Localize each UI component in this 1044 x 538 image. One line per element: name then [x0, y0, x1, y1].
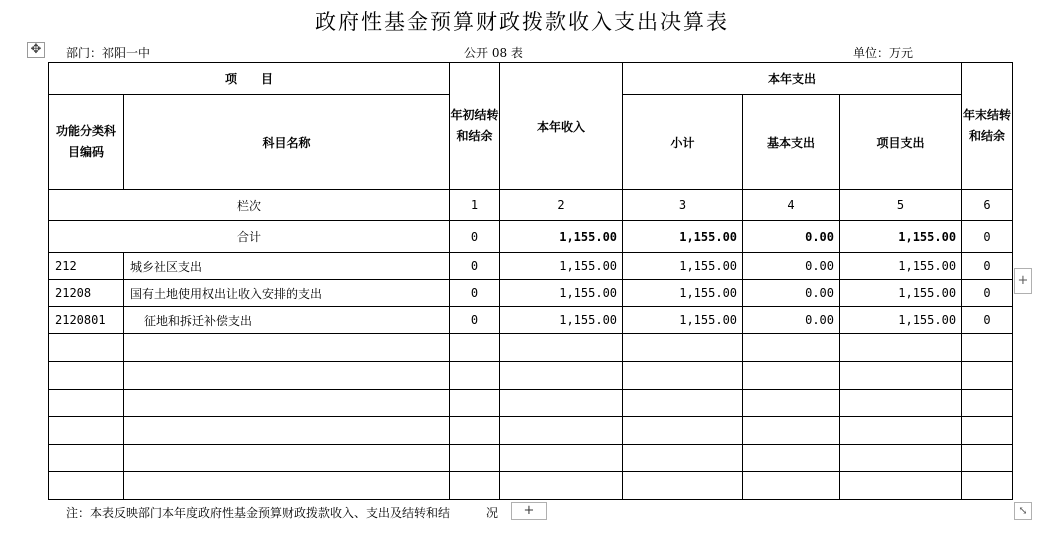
- add-row-plus-icon[interactable]: +: [511, 502, 547, 520]
- empty-cell[interactable]: [124, 445, 450, 472]
- empty-cell[interactable]: [450, 472, 500, 500]
- empty-cell[interactable]: [743, 390, 840, 417]
- empty-cell[interactable]: [623, 390, 743, 417]
- index-cell: 6: [962, 190, 1013, 221]
- empty-cell[interactable]: [49, 390, 124, 417]
- resize-arrows-icon[interactable]: ⤡: [1014, 502, 1032, 520]
- index-label: 栏次: [49, 190, 450, 221]
- header-opening-balance: 年初结转和结余: [450, 63, 500, 190]
- row-income: 1,155.00: [500, 253, 623, 280]
- footnote-text-tail: 况: [486, 506, 499, 520]
- row-closing-balance: 0: [962, 307, 1013, 334]
- row-code: 2120801: [49, 307, 124, 334]
- index-cell: 1: [450, 190, 500, 221]
- empty-row: [49, 445, 1013, 472]
- index-cell: 2: [500, 190, 623, 221]
- row-name: 征地和拆迁补偿支出: [124, 307, 450, 334]
- header-func-code: 功能分类科目编码: [49, 95, 124, 190]
- empty-cell[interactable]: [500, 445, 623, 472]
- empty-cell[interactable]: [450, 417, 500, 445]
- empty-cell[interactable]: [623, 417, 743, 445]
- empty-row: [49, 334, 1013, 362]
- row-closing-balance: 0: [962, 280, 1013, 307]
- empty-cell[interactable]: [743, 417, 840, 445]
- total-project-expense: 1,155.00: [840, 221, 962, 253]
- total-subtotal: 1,155.00: [623, 221, 743, 253]
- row-basic-expense: 0.00: [743, 253, 840, 280]
- table-row: [49, 253, 1013, 280]
- empty-cell[interactable]: [500, 390, 623, 417]
- empty-cell[interactable]: [840, 334, 962, 362]
- row-basic-expense: 0.00: [743, 307, 840, 334]
- row-subtotal: 1,155.00: [623, 280, 743, 307]
- empty-cell[interactable]: [962, 390, 1013, 417]
- empty-cell[interactable]: [450, 334, 500, 362]
- department-label: 部门：祁阳一中: [66, 46, 151, 60]
- empty-row: [49, 362, 1013, 390]
- empty-cell[interactable]: [840, 472, 962, 500]
- index-row: [49, 190, 1013, 221]
- total-label: 合计: [49, 221, 450, 253]
- row-income: 1,155.00: [500, 307, 623, 334]
- empty-cell[interactable]: [962, 362, 1013, 390]
- empty-cell[interactable]: [623, 445, 743, 472]
- empty-cell[interactable]: [840, 417, 962, 445]
- header-subtotal: 小计: [623, 95, 743, 190]
- total-basic-expense: 0.00: [743, 221, 840, 253]
- total-opening-balance: 0: [450, 221, 500, 253]
- header-row-1: [49, 63, 1013, 95]
- empty-cell[interactable]: [743, 445, 840, 472]
- empty-row: [49, 390, 1013, 417]
- empty-cell[interactable]: [500, 334, 623, 362]
- empty-cell[interactable]: [500, 472, 623, 500]
- empty-cell[interactable]: [450, 362, 500, 390]
- empty-cell[interactable]: [124, 417, 450, 445]
- row-opening-balance: 0: [450, 280, 500, 307]
- empty-cell[interactable]: [49, 445, 124, 472]
- empty-row: [49, 472, 1013, 500]
- add-column-plus-icon[interactable]: +: [1014, 268, 1032, 294]
- header-basic-expense: 基本支出: [743, 95, 840, 190]
- table-row: [49, 280, 1013, 307]
- row-project-expense: 1,155.00: [840, 253, 962, 280]
- empty-cell[interactable]: [962, 472, 1013, 500]
- empty-cell[interactable]: [623, 362, 743, 390]
- empty-cell[interactable]: [124, 472, 450, 500]
- row-income: 1,155.00: [500, 280, 623, 307]
- header-income: 本年收入: [500, 63, 623, 190]
- empty-cell[interactable]: [124, 390, 450, 417]
- empty-cell[interactable]: [623, 334, 743, 362]
- row-project-expense: 1,155.00: [840, 280, 962, 307]
- header-project-expense: 项目支出: [840, 95, 962, 190]
- footnote-text: 注：本表反映部门本年度政府性基金预算财政拨款收入、支出及结转和结: [66, 506, 451, 520]
- header-expense-group: 本年支出: [623, 63, 962, 95]
- header-item-group: 项 目: [49, 63, 450, 95]
- empty-cell[interactable]: [500, 417, 623, 445]
- row-subtotal: 1,155.00: [623, 307, 743, 334]
- header-closing-balance: 年末结转和结余: [962, 63, 1013, 190]
- empty-cell[interactable]: [743, 362, 840, 390]
- form-code-label: 公开 08 表: [464, 46, 523, 60]
- budget-table: [48, 62, 1013, 500]
- row-opening-balance: 0: [450, 253, 500, 280]
- empty-cell[interactable]: [450, 390, 500, 417]
- total-row: [49, 221, 1013, 253]
- row-code: 212: [49, 253, 124, 280]
- empty-cell[interactable]: [840, 390, 962, 417]
- footnote: [66, 504, 498, 521]
- empty-cell[interactable]: [962, 417, 1013, 445]
- row-opening-balance: 0: [450, 307, 500, 334]
- empty-cell[interactable]: [840, 362, 962, 390]
- empty-cell[interactable]: [49, 334, 124, 362]
- row-name: 国有土地使用权出让收入安排的支出: [124, 280, 450, 307]
- empty-cell[interactable]: [49, 417, 124, 445]
- row-basic-expense: 0.00: [743, 280, 840, 307]
- total-income: 1,155.00: [500, 221, 623, 253]
- empty-cell[interactable]: [124, 334, 450, 362]
- total-closing-balance: 0: [962, 221, 1013, 253]
- empty-cell[interactable]: [743, 472, 840, 500]
- header-subject-name: 科目名称: [124, 95, 450, 190]
- index-cell: 3: [623, 190, 743, 221]
- empty-cell[interactable]: [623, 472, 743, 500]
- empty-cell[interactable]: [49, 362, 124, 390]
- empty-cell[interactable]: [124, 362, 450, 390]
- empty-cell[interactable]: [840, 445, 962, 472]
- empty-cell[interactable]: [962, 445, 1013, 472]
- table-row: [49, 307, 1013, 334]
- empty-cell[interactable]: [743, 334, 840, 362]
- unit-label: 单位：万元: [853, 46, 914, 60]
- row-name: 城乡社区支出: [124, 253, 450, 280]
- row-code: 21208: [49, 280, 124, 307]
- row-project-expense: 1,155.00: [840, 307, 962, 334]
- table-title: 政府性基金预算财政拨款收入支出决算表: [315, 10, 729, 34]
- empty-cell[interactable]: [962, 334, 1013, 362]
- row-closing-balance: 0: [962, 253, 1013, 280]
- index-cell: 4: [743, 190, 840, 221]
- empty-cell[interactable]: [500, 362, 623, 390]
- index-cell: 5: [840, 190, 962, 221]
- empty-row: [49, 417, 1013, 445]
- move-handle-icon[interactable]: ✥: [27, 42, 45, 58]
- empty-cell[interactable]: [49, 472, 124, 500]
- row-subtotal: 1,155.00: [623, 253, 743, 280]
- empty-cell[interactable]: [450, 445, 500, 472]
